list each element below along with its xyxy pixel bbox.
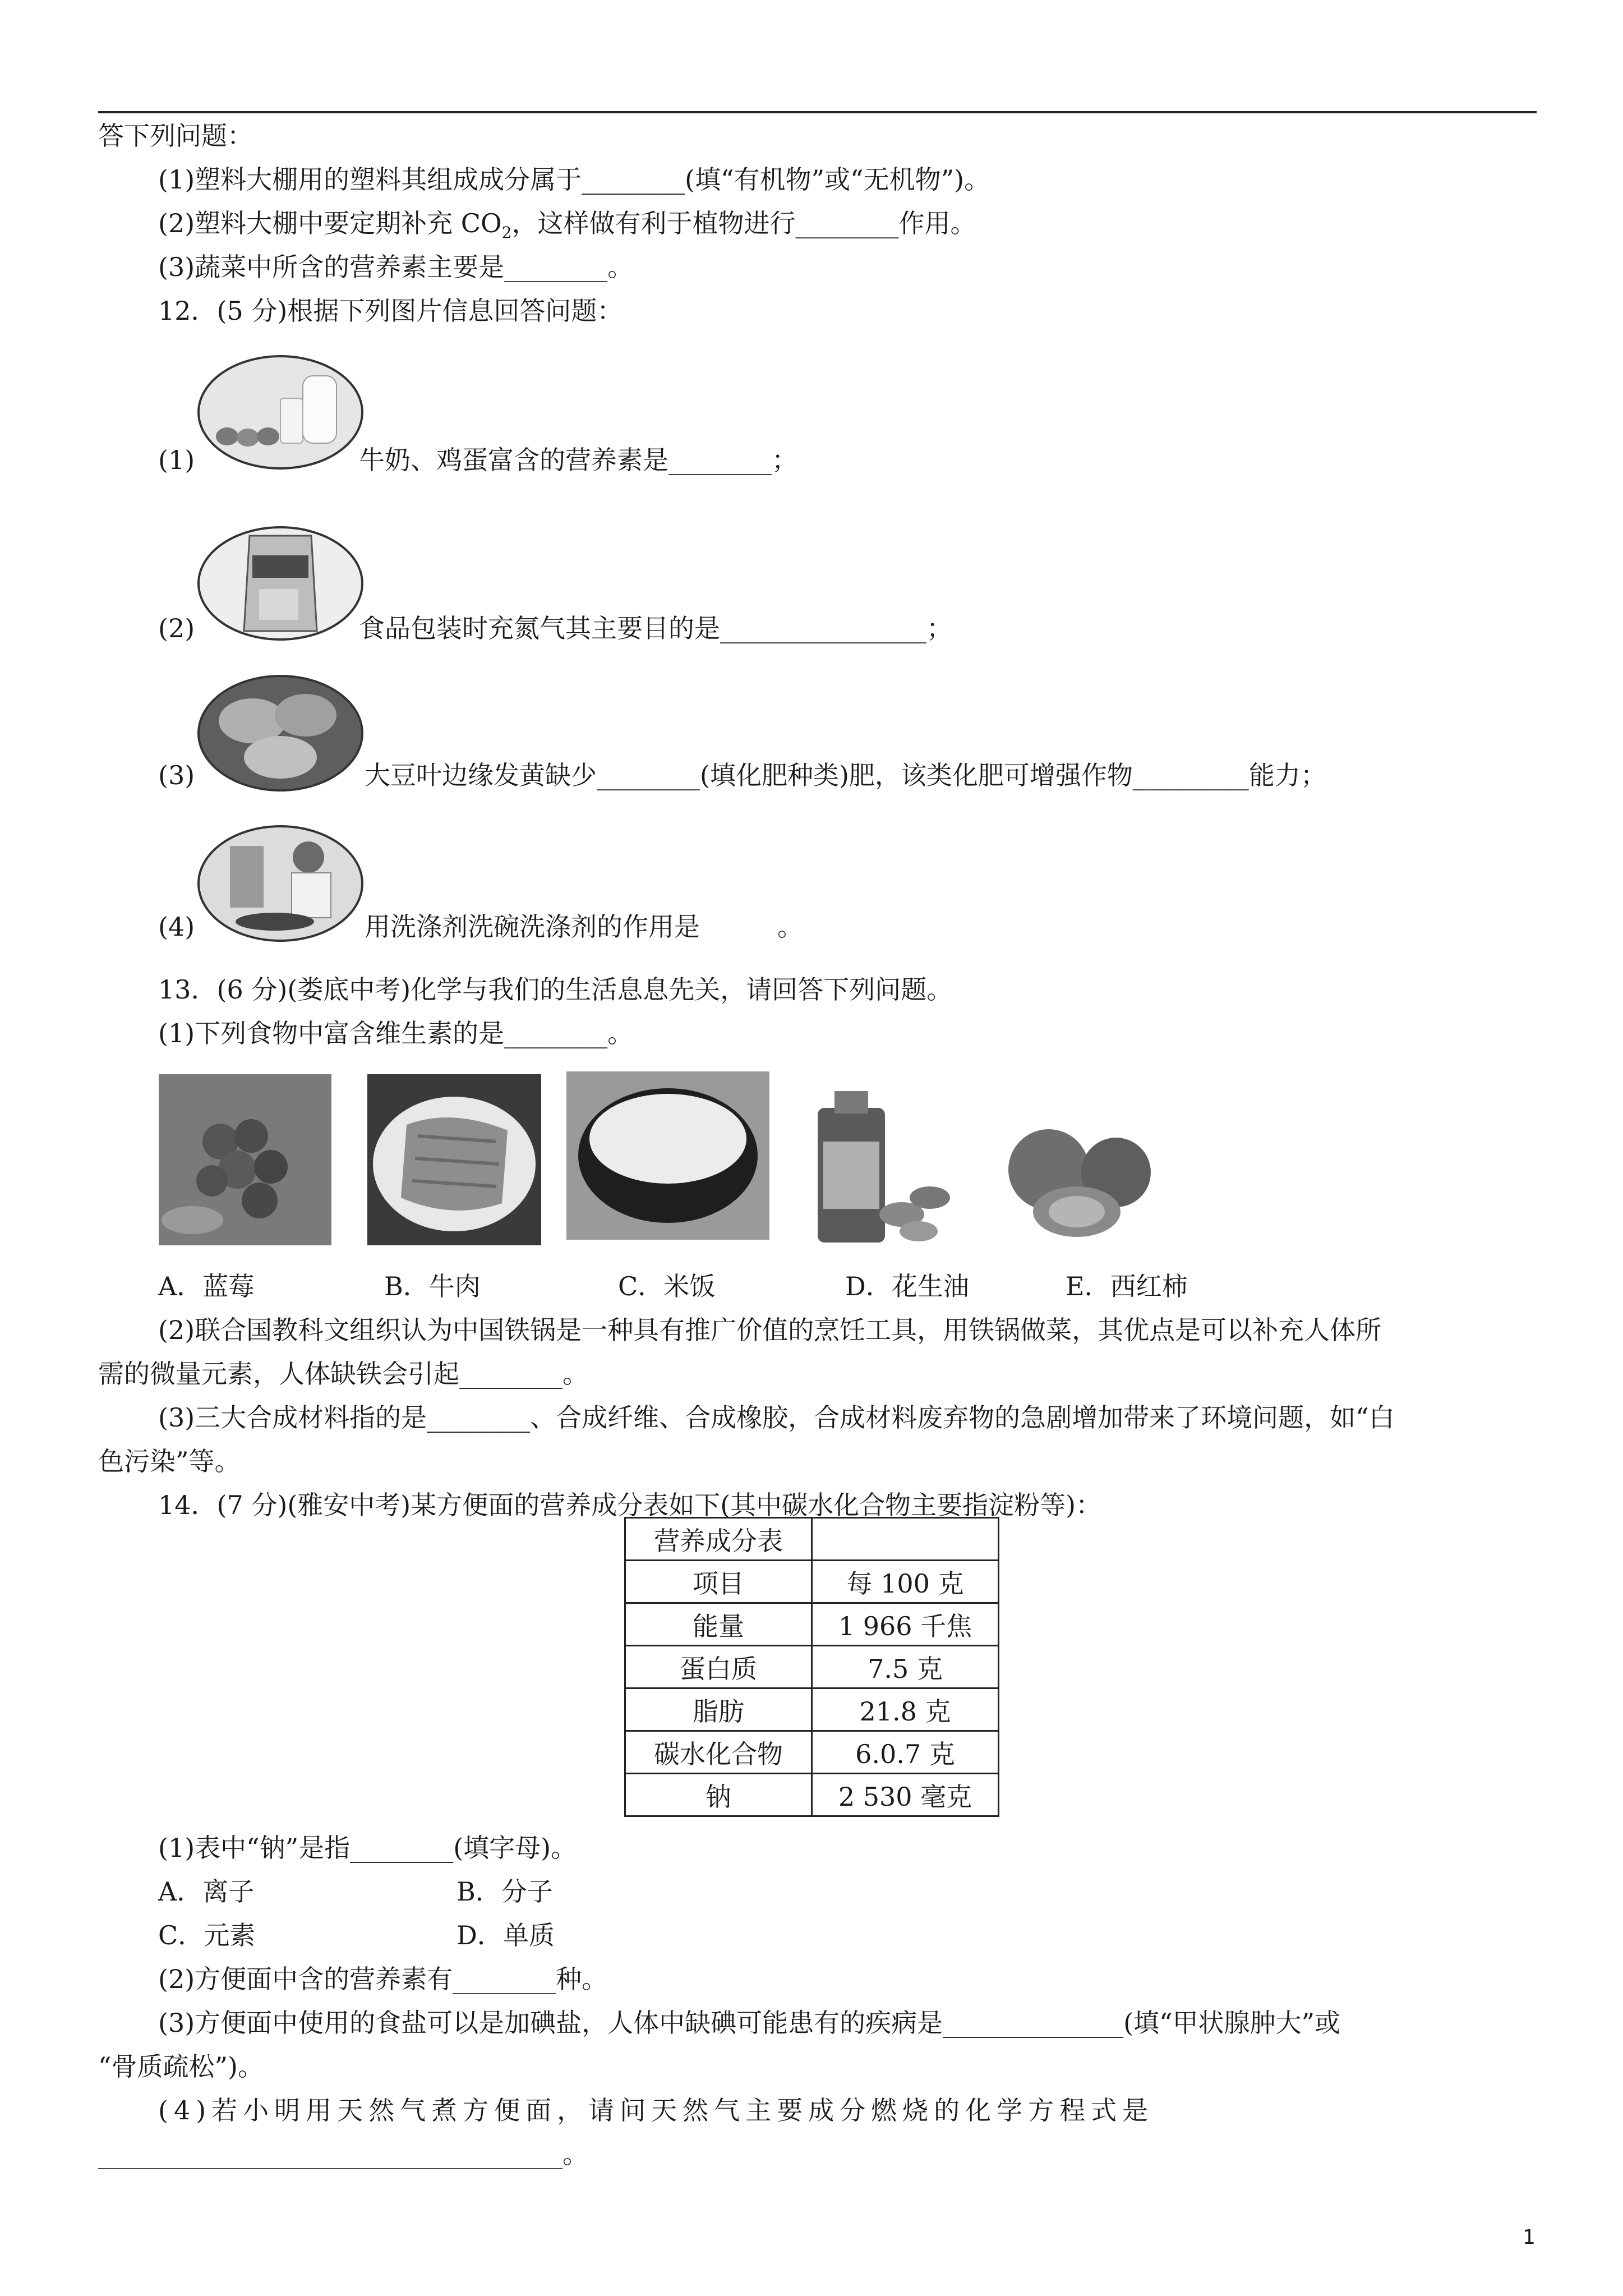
q13-option-b: B．牛肉 xyxy=(384,1271,481,1301)
q13-part2-line1: (2)联合国教科文组织认为中国铁锅是一种具有推广价值的烹饪工具，用铁锅做菜，其优点是可以补充人体所 xyxy=(158,1315,1382,1345)
q13-part1: (1)下列食物中富含维生素的是________。 xyxy=(158,1018,634,1048)
q11-part3: (3)蔬菜中所含的营养素主要是________。 xyxy=(158,252,634,282)
snack-bag-image xyxy=(196,524,365,642)
q12-part3-number: (3) xyxy=(158,760,195,790)
q14-option-d: D．单质 xyxy=(457,1920,555,1950)
peanut-oil-photo xyxy=(790,1080,952,1248)
q14-part1: (1)表中“钠”是指________(填字母)。 xyxy=(158,1833,577,1863)
q14-heading: 14．(7 分)(雅安中考)某方便面的营养成分表如下(其中碳水化合物主要指淀粉等)： xyxy=(158,1490,1102,1520)
q13-option-a: A．蓝莓 xyxy=(158,1271,255,1301)
q13-part3-line1: (3)三大合成材料指的是________、合成纤维、合成橡胶，合成材料废弃物的急剧增加带来了环境问题，如“白 xyxy=(158,1402,1395,1433)
milk-eggs-image xyxy=(196,353,365,471)
q11-part1: (1)塑料大棚用的塑料其组成成分属于________(填“有机物”或“无机物”)。 xyxy=(158,164,990,195)
table-cell: 蛋白质 xyxy=(625,1646,812,1688)
table-cell: 每 100 克 xyxy=(812,1561,999,1603)
table-cell xyxy=(812,1518,999,1561)
blueberry-photo xyxy=(159,1074,331,1245)
q14-part4-line1: (4)若小明用天然气煮方便面，请问天然气主要成分燃烧的化学方程式是 xyxy=(158,2095,1154,2125)
q13-option-e: E．西红柿 xyxy=(1066,1271,1188,1301)
table-cell: 能量 xyxy=(625,1603,812,1646)
nutrition-table xyxy=(624,1517,999,1817)
q12-part4: 用洗涤剂洗碗洗涤剂的作用是 。 xyxy=(365,912,803,942)
dishwashing-image xyxy=(196,823,365,944)
table-row xyxy=(625,1731,999,1774)
q12-heading: 12．(5 分)根据下列图片信息回答问题： xyxy=(158,296,623,326)
q13-option-c: C．米饭 xyxy=(618,1271,716,1301)
q14-part2: (2)方便面中含的营养素有________种。 xyxy=(158,1964,608,1994)
table-cell: 项目 xyxy=(625,1561,812,1603)
q13-part2-line2: 需的微量元素，人体缺铁会引起________。 xyxy=(98,1359,588,1389)
table-cell: 碳水化合物 xyxy=(625,1731,812,1774)
q13-part3-line2: 色污染”等。 xyxy=(98,1446,241,1476)
table-cell: 脂肪 xyxy=(625,1688,812,1731)
rice-photo xyxy=(566,1071,769,1240)
q14-option-b: B．分子 xyxy=(457,1876,553,1907)
q13-option-d: D．花生油 xyxy=(845,1271,969,1301)
table-cell: 2 530 毫克 xyxy=(812,1774,999,1816)
q11-part2: (2)塑料大棚中要定期补充 $CO_2$，这样做有利于植物进行________作用。 xyxy=(158,208,976,242)
table-cell: 钠 xyxy=(625,1774,812,1816)
q12-part4-number: (4) xyxy=(158,912,195,942)
intro-line: 答下列问题： xyxy=(98,121,253,151)
q14-part3-line2: “骨质疏松”)。 xyxy=(98,2051,264,2082)
tomato-photo xyxy=(1004,1116,1161,1240)
table-cell: 1 966 千焦 xyxy=(812,1603,999,1646)
q13-heading: 13．(6 分)(娄底中考)化学与我们的生活息息先关，请回答下列问题。 xyxy=(158,974,953,1005)
q14-part4-line2: ____________________________________。 xyxy=(98,2139,588,2169)
beef-photo xyxy=(367,1074,541,1245)
q14-part3-line1: (3)方便面中使用的食盐可以是加碘盐，人体中缺碘可能患有的疾病是______________(填“甲状腺肿大”或 xyxy=(158,2008,1341,2038)
table-cell: 21.8 克 xyxy=(812,1688,999,1731)
page-number: 1 xyxy=(1523,2226,1536,2249)
q14-option-c: C．元素 xyxy=(158,1920,256,1950)
q12-part1-number: (1) xyxy=(158,445,195,475)
table-row xyxy=(625,1603,999,1646)
table-row xyxy=(625,1774,999,1816)
table-cell: 营养成分表 xyxy=(625,1518,812,1561)
table-cell: 7.5 克 xyxy=(812,1646,999,1688)
table-row xyxy=(625,1646,999,1688)
q12-part1: 牛奶、鸡蛋富含的营养素是________； xyxy=(359,445,797,475)
table-row xyxy=(625,1518,999,1561)
soybean-leaves-image xyxy=(196,673,365,794)
header-rule xyxy=(98,111,1537,113)
table-cell: 6.0.7 克 xyxy=(812,1731,999,1774)
q12-part2: 食品包装时充氮气其主要目的是________________； xyxy=(359,613,952,643)
q14-option-a: A．离子 xyxy=(158,1876,255,1907)
table-row xyxy=(625,1688,999,1731)
q12-part2-number: (2) xyxy=(158,613,195,643)
table-row xyxy=(625,1561,999,1603)
q12-part3: 大豆叶边缘发黄缺少________(填化肥种类)肥，该类化肥可增强作物_________能力； xyxy=(365,760,1326,790)
